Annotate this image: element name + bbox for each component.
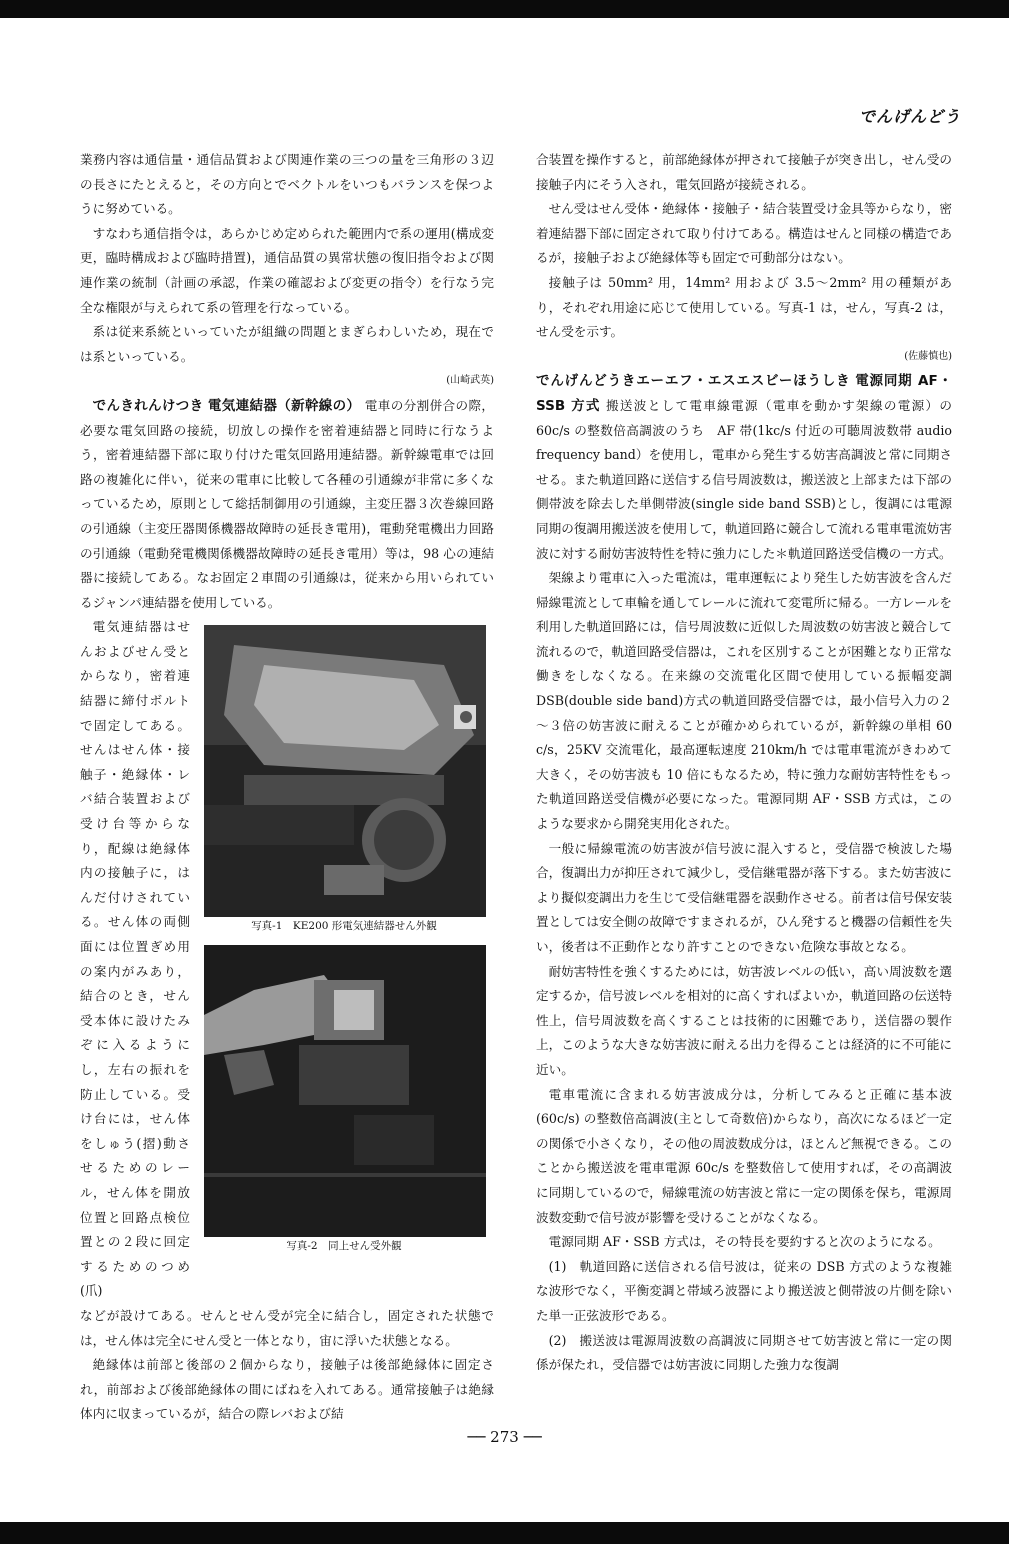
entry-heading-title: 電源同期 AF・SSB 方式 xyxy=(536,373,952,414)
entry-heading-kana: でんきれんけつき xyxy=(92,397,204,414)
list-item: (1) 軌道回路に送信される信号波は，従来の DSB 方式のような複雑な波形でなく，平衡変調と帯域ろ波器により搬送波と側帯波の片側を除いた単一正弦波形である。 xyxy=(536,1258,952,1323)
entry-paragraph xyxy=(80,394,494,615)
entry-body: 電車の分割併合の際，必要な電気回路の接続，切放しの操作を密着連結器と同時に行なうよう，密着連結器下部に取り付けた電気回路用連結器。新幹線電車では回路の複雑化に伴い，従来の電車に比較して各種の引通線が非常に多くなっているため，原則として総括制御用の引通線，主変圧器３次巻線回路の引通線（主変圧器関係機器故障時の延長き電用)，電動発電機出力回路の引通線（電動発電機関係機器故障時の延長き電用）等は，98 心の連結器に接続してある。なお固定２車間の引通線は，従来から用いられているジャンパ連結器を使用している。 xyxy=(80,397,495,610)
author-signature: (山崎武英) xyxy=(446,375,494,387)
paragraph: 系は従来系統といっていたが組織の問題とまぎらわしいため，現在では系といっている。 xyxy=(80,324,494,364)
photo-ke200-plug xyxy=(204,625,486,917)
entry-body: 搬送波として電車線電源（電車を動かす架線の電源）の 60c/s の整数倍高調波のうち AF 帯(1kc/s 付近の可聴周波数帯 audio frequency band）を使用し，電車から発生する妨害高調波と常に同期させる。また軌道回路に送信する信号周波数は，搬送波と上部または下部の側帯波を除去した単側帯波(single side band SSB)とし，復調には電源同期の復調用搬送波を使用して，軌道回路に競合して流れる電車電流妨害波に対する耐妨害波特性を特に強力にした＊軌道回路送受信機の一方式。 xyxy=(536,397,952,561)
entry-heading-kana: でんげんどうきエーエフ・エスエスビーほうしき xyxy=(536,373,851,390)
photo-caption-1: 写真-1 KE200 形電気連結器せん外観 xyxy=(251,920,437,933)
entry-paragraph xyxy=(536,369,952,566)
paragraph: 一般に帰線電流の妨害波が信号波に混入すると，受信器で検波した場合，復調出力が抑圧されて減少し，受信継電器が落下する。また妨害波により擬似変調出力を生じて受信継電器を誤動作させる。前者は信号保安装置としては安全側の故障ですまされるが，ひん発すると機器の信頼性を失い，後者は不正動作となり許すことのできない危険な事故となる。 xyxy=(536,840,952,954)
paragraph: すなわち通信指令は，あらかじめ定められた範囲内で系の運用(構成変更，臨時構成および臨時措置)，通信品質の異常状態の復旧指令および関連作業の統制（計画の承認，作業の確認および変更の指令）を行なう完全な権限が与えられて系の管理を行なっている。 xyxy=(80,225,494,315)
paragraph: 業務内容は通信量・通信品質および関連作業の三つの量を三角形の３辺の長さにたとえると，その方向とでベクトルをいつもバランスを保つように努めている。 xyxy=(80,152,494,217)
paragraph: 架線より電車に入った電流は，電車運転により発生した妨害波を含んだ帰線電流として車輪を通してレールに流れて変電所に帰る。一方レールを利用した軌道回路には，信号周波数に近似した周波数の妨害波と競合して流れるので，軌道回路受信器は，これを区別することが困難となり正常な働きをしなくなる。在来線の交流電化区間で使用している振幅変調 DSB(double side band)方式の軌道回路受信器では，最小信号入力の２～３倍の妨害波に耐えることが確かめられているが，新幹線の単相 60 c/s，25KV 交流電化，最高運転速度 210km/h では電車電流がきわめて大きく，その妨害波も 10 倍にもなるため，特に強力な耐妨害特性をもった軌道回路送受信機が必要になった。電源同期 AF・SSB 方式は，このような要求から開発実用化された。 xyxy=(536,570,952,832)
paragraph: 電車電流に含まれる妨害波成分は，分析してみると正確に基本波 (60c/s) の整数倍高調波(主として奇数倍)からなり，高次になるほど一定の関係で小さくなり，その他の周波数成分は，ほとんど無視できる。このことから搬送波を電車電源 60c/s を整数倍して使用すれば，その高調波に同期しているので，帰線電流の妨害波と常に一定の関係を保ち，電源周波数変動で信号波が影響を受けることがなくなる。 xyxy=(536,1086,952,1225)
photo-column xyxy=(194,615,494,1304)
entry-heading-title: 電気連結器（新幹線の） xyxy=(207,397,361,414)
photo-receptacle xyxy=(204,945,486,1237)
receptacle-photo-illustration xyxy=(204,945,486,1237)
left-column xyxy=(80,148,494,1427)
connector-photo-illustration xyxy=(204,625,486,917)
running-head: でんげんどう xyxy=(858,107,961,126)
photo-caption-2: 写真-2 同上せん受外観 xyxy=(286,1240,402,1253)
paragraph: 電源同期 AF・SSB 方式は，その特長を要約すると次のようになる。 xyxy=(548,1234,941,1250)
paragraph: 耐妨害特性を強くするためには，妨害波レベルの低い，高い周波数を選定するか，信号波レベルを相対的に高くすればよいか，軌道回路の伝送特性上，信号周波数を高くすることは技術的に困難であり，送信器の製作上，このような大きな妨害波に耐える出力を得ることは経済的に不可能に近い。 xyxy=(536,963,952,1077)
page-number: ── 273 ── xyxy=(467,1428,542,1446)
bottom-rule xyxy=(0,1522,1009,1544)
paragraph: などが設けてある。せんとせん受が完全に結合し，固定された状態では，せん体は完全にせん受と一体となり，宙に浮いた状態となる。 xyxy=(80,1307,494,1348)
author-signature: (佐藤慎也) xyxy=(904,350,952,362)
paragraph: 接触子は 50mm² 用，14mm² 用および 3.5～2mm² 用の種類があり，それぞれ用途に応じて使用している。写真-1 は，せん，写真-2 は，せん受を示す。 xyxy=(536,274,952,340)
signature-line xyxy=(80,369,494,394)
list-item: (2) 搬送波は電源周波数の高調波に同期させて妨害波と常に一定の関係が保たれ，受信器では妨害波に同期した強力な復調 xyxy=(536,1332,952,1373)
paragraph: せん受はせん受体・絶縁体・接触子・結合装置受け金具等からなり，密着連結器下部に固定されて取り付けてある。構造はせんと同様の構造であるが，接触子および絶縁体等も固定で可動部分はない。 xyxy=(536,201,952,266)
top-rule xyxy=(0,0,1009,18)
signature-line xyxy=(536,345,952,370)
narrow-text-column: 電気連結器はせんおよびせん受とからなり，密着連結器に締付ボルトで固定してある。せんはせん体・接触子・絶縁体・レバ結合装置および受け台等からなり，配線は絶縁体内の接触子に，はんだ付けされている。せん体の両側面には位置ぎめ用の案内がみあり，結合のとき，せん受本体に設けたみぞに入るようにし，左右の振れを防止している。受け台には，せん体をしゅう(摺)動させるためのレール，せん体を開放位置と回路点検位置との２段に回定するためのつめ(爪) xyxy=(80,619,190,1299)
text-and-photos xyxy=(80,615,494,1304)
right-column xyxy=(536,148,952,1378)
paragraph: 絶縁体は前部と後部の２個からなり，接触子は後部絶縁体に固定され，前部および後部絶縁体の間にばねを入れてある。通常接触子は絶縁体内に収まっているが，結合の際レバおよび結 xyxy=(80,1357,494,1422)
paragraph: 合装置を操作すると，前部絶縁体が押されて接触子が突き出し，せん受の接触子内にそう入され，電気回路が接続される。 xyxy=(536,152,952,192)
